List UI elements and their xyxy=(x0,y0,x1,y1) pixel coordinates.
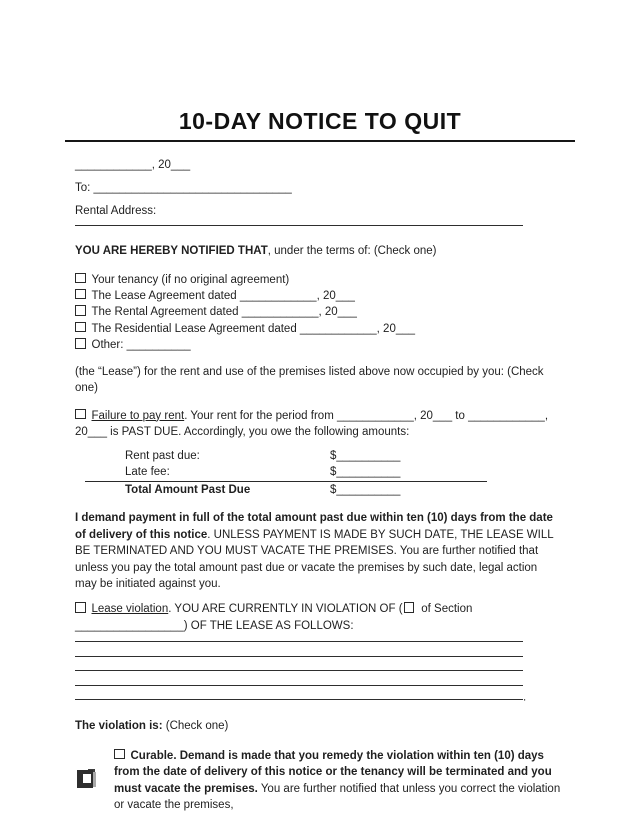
demand-paragraph xyxy=(75,510,562,593)
rental-address-blank-line xyxy=(75,219,523,226)
write-in-line-last-row xyxy=(75,686,562,704)
curable-paragraph xyxy=(114,748,564,814)
title-block xyxy=(65,104,575,142)
title-rule xyxy=(65,140,575,142)
trailing-period: . xyxy=(523,691,527,703)
curable-rest: You are further notified that unless you correct the violation or vacate the premises, xyxy=(114,782,561,812)
checkbox-tenancy[interactable] xyxy=(75,273,86,284)
checkbox-residential-lease[interactable] xyxy=(75,322,86,333)
option-rental-agreement-label: The Rental Agreement dated ____________, 20___ xyxy=(91,306,357,319)
checkbox-curable[interactable] xyxy=(114,749,125,760)
to-blank: _______________________________ xyxy=(93,182,292,194)
table-row-rent-past-due xyxy=(75,448,562,465)
violation-write-in-lines xyxy=(75,634,562,703)
checkbox-rental-agreement[interactable] xyxy=(75,305,86,316)
rent-past-due-label: Rent past due: xyxy=(125,449,200,462)
checkbox-failure-to-pay-rent[interactable] xyxy=(75,409,86,420)
checkbox-lease-violation[interactable] xyxy=(75,602,86,613)
to-label: To: xyxy=(75,182,91,194)
notified-bold: YOU ARE HEREBY NOTIFIED THAT xyxy=(75,245,268,257)
notified-rest: , under the terms of: (Check one) xyxy=(267,245,437,257)
option-lease-agreement xyxy=(75,288,562,304)
table-row-late-fee xyxy=(75,464,562,481)
option-tenancy xyxy=(75,272,562,288)
rental-address-label: Rental Address: xyxy=(75,205,157,217)
option-other-label: Other: __________ xyxy=(91,339,191,352)
demand-bold: I demand payment in full of the total amount past due within ten (10) days from the date of delivery of this notice xyxy=(75,512,553,541)
option-rental-agreement xyxy=(75,304,562,320)
write-in-line xyxy=(75,634,523,642)
violation-is-line xyxy=(75,718,562,735)
demand-rest: . UNLESS PAYMENT IS MADE BY SUCH DATE, THE LEASE WILL BE TERMINATED AND YOU MUST VACATE THE PREMISES. You are further notified that unless you pay the total amount past due or vacate the premises by such date, legal action may be initiated against you. xyxy=(75,528,554,591)
page-title: 10-DAY NOTICE TO QUIT xyxy=(178,108,462,134)
legaltemplates-logo xyxy=(75,768,97,791)
checkbox-of-section[interactable] xyxy=(404,602,415,613)
write-in-line xyxy=(75,671,523,686)
failure-to-pay-paragraph xyxy=(75,408,562,441)
amounts-table xyxy=(75,448,562,499)
lease-violation-paragraph xyxy=(75,601,562,634)
write-in-line xyxy=(75,642,523,657)
date-line: ____________, 20___ xyxy=(75,159,191,171)
late-fee-value: $__________ xyxy=(330,466,401,479)
late-fee-label: Late fee: xyxy=(125,466,170,479)
total-label: Total Amount Past Due xyxy=(125,483,251,496)
write-in-line xyxy=(75,686,523,701)
option-residential-lease xyxy=(75,321,562,337)
checkbox-other[interactable] xyxy=(75,338,86,349)
table-row-total xyxy=(75,482,562,499)
agreement-options xyxy=(75,272,562,354)
violation-is-bold: The violation is: xyxy=(75,720,163,732)
violation-end: ) OF THE LEASE AS FOLLOWS: xyxy=(183,619,354,632)
rent-past-due-value: $__________ xyxy=(330,449,401,462)
violation-mid: . YOU ARE CURRENTLY IN VIOLATION OF ( xyxy=(168,603,403,615)
option-lease-agreement-label: The Lease Agreement dated ____________, 20___ xyxy=(91,289,355,302)
failure-underlined: Failure to pay rent xyxy=(91,409,185,422)
total-value: $__________ xyxy=(330,483,401,496)
option-other xyxy=(75,337,562,353)
option-tenancy-label: Your tenancy (if no original agreement) xyxy=(91,273,290,286)
curable-bold: Curable. Demand is made that you remedy the violation within ten (10) days from the date of delivery of this notice or the tenancy will be terminated and you must vacate the premises. xyxy=(114,749,552,795)
to-line xyxy=(75,180,562,196)
section-blank: _________________ xyxy=(75,619,184,632)
violation-underlined: Lease violation xyxy=(91,603,169,615)
failure-rest: . Your rent for the period from ____________, 20___ to ____________, 20___ is PAST DUE. Accordingly, you owe the following amounts: xyxy=(75,409,549,439)
checkbox-lease-agreement[interactable] xyxy=(75,289,86,300)
notified-line xyxy=(75,243,562,260)
violation-is-rest: (Check one) xyxy=(162,720,229,732)
option-residential-lease-label: The Residential Lease Agreement dated ____________, 20___ xyxy=(91,322,416,335)
lease-clause: (the “Lease”) for the rent and use of the premises listed above now occupied by you: (Check one) xyxy=(75,365,544,395)
write-in-line xyxy=(75,657,523,672)
document-content xyxy=(75,0,562,814)
violation-of-section: of Section xyxy=(418,603,473,615)
